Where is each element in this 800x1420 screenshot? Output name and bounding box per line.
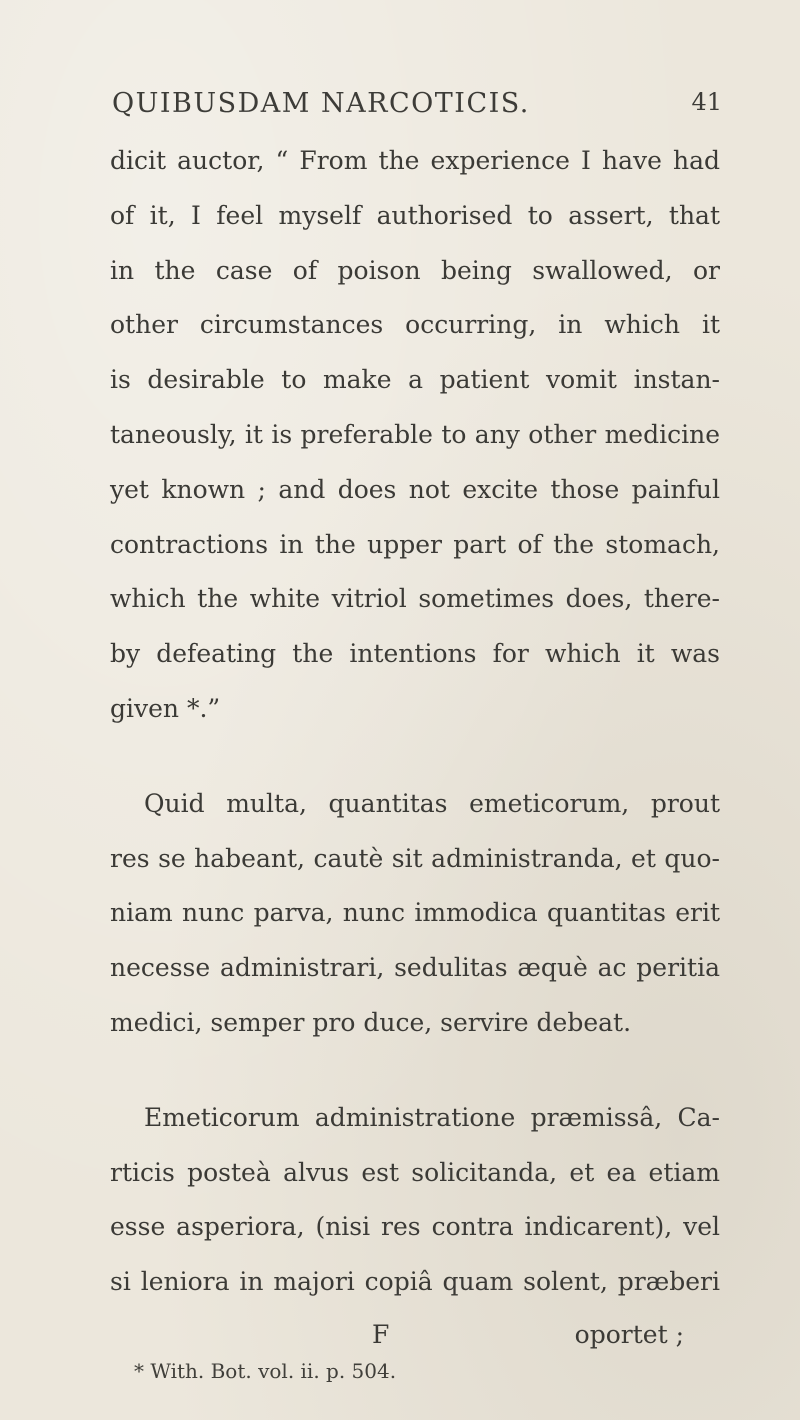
text-line: dicit auctor, “ From the experience I have had	[110, 146, 720, 175]
paragraph-english-quote	[110, 134, 720, 737]
footnote: * With. Bot. vol. ii. p. 504.	[134, 1358, 397, 1383]
text-line: yet known ; and does not excite those painful	[110, 474, 720, 504]
paragraph-quid-multa	[110, 777, 720, 1051]
text-line: in the case of poison being swallowed, or	[110, 255, 720, 285]
text-line: Emeticorum administratione præmissâ, Ca-	[144, 1102, 720, 1132]
running-head	[112, 88, 722, 128]
text-line: other circumstances occurring, in which it	[110, 310, 720, 340]
text-line: res se habeant, cautè sit administranda, et quo-	[110, 843, 720, 873]
text-line: taneously, it is preferable to any other medicine	[110, 419, 720, 449]
body-text	[110, 134, 720, 1386]
text-line: is desirable to make a patient vomit instan-	[110, 365, 720, 395]
text-line: contractions in the upper part of the stomach,	[110, 529, 720, 559]
text-line: by defeating the intentions for which it was	[110, 639, 720, 669]
paragraph-emeticorum	[110, 1091, 720, 1310]
text-line: esse asperiora, (nisi res contra indicarent), vel	[110, 1212, 720, 1242]
running-head-title: QUIBUSDAM NARCOTICIS.	[112, 88, 530, 119]
text-line: si leniora in majori copiâ quam solent, præberi	[110, 1267, 720, 1297]
text-line: Quid multa, quantitas emeticorum, prout	[144, 788, 720, 818]
text-line: given *.”	[110, 693, 221, 723]
page-number: 41	[691, 88, 722, 116]
paragraph-gap	[110, 737, 720, 777]
text-line: rticis posteà alvus est solicitanda, et ea etiam	[110, 1157, 720, 1187]
text-line: which the white vitriol sometimes does, there-	[110, 584, 720, 614]
text-line: of it, I feel myself authorised to assert, that	[110, 200, 720, 230]
signature-line	[110, 1310, 720, 1360]
text-line: necesse administrari, sedulitas æquè ac peritia	[110, 953, 720, 983]
signature-mark: F	[372, 1319, 390, 1349]
catchword: oportet ;	[574, 1319, 684, 1349]
paragraph-gap	[110, 1051, 720, 1091]
text-line: niam nunc parva, nunc immodica quantitas erit	[110, 898, 720, 928]
text-line: medici, semper pro duce, servire debeat.	[110, 1007, 632, 1037]
